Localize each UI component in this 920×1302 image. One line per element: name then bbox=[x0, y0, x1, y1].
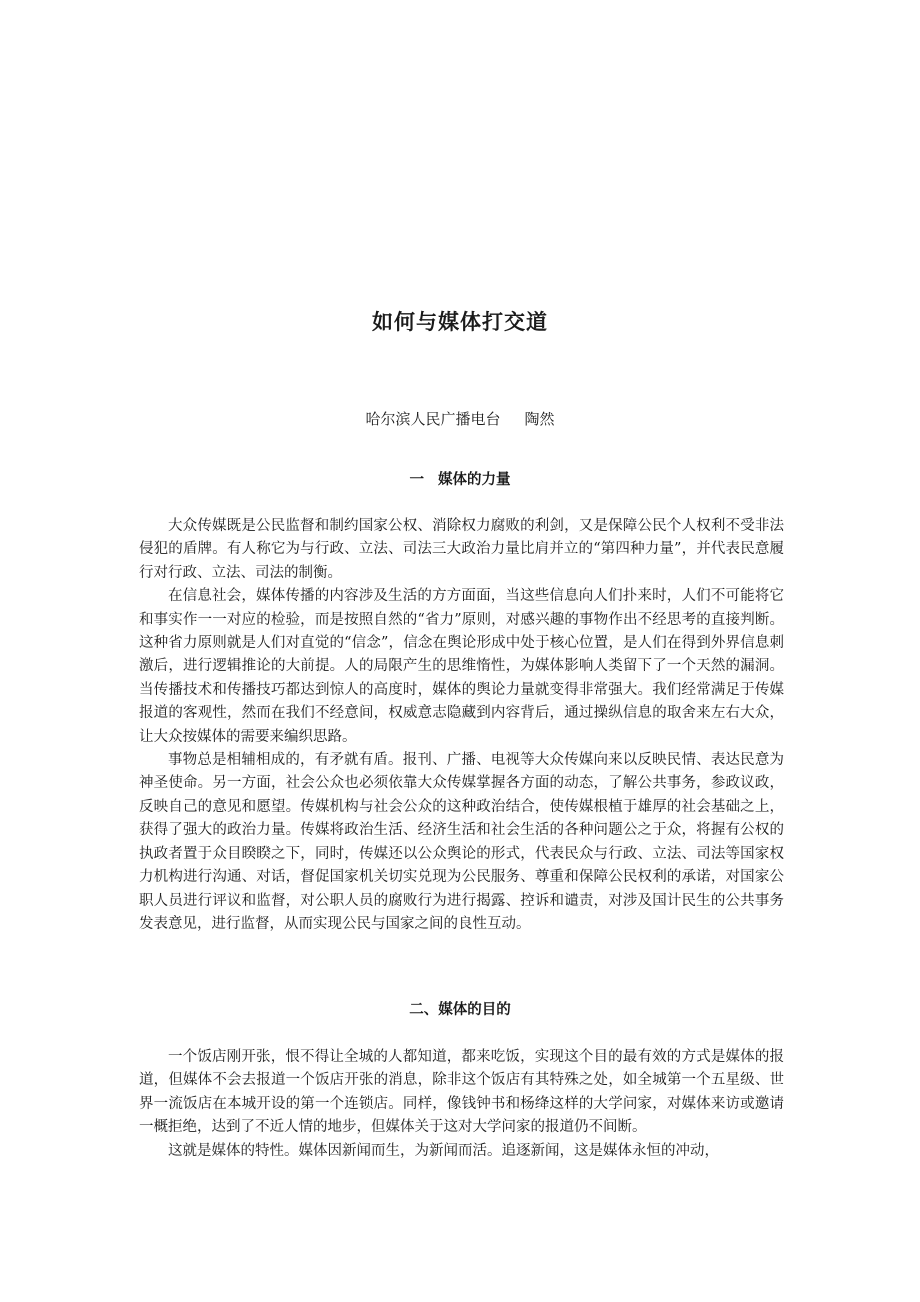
section-body bbox=[139, 1046, 784, 1163]
paragraph: 事物总是相辅相成的，有矛就有盾。报刊、广播、电视等大众传媒向来以反映民情、表达民意为神圣使命。另一方面，社会公众也必须依靠大众传媒掌握各方面的动态，了解公共事务，参政议政，反映自己的意见和愿望。传媒机构与社会公众的这种政治结合，使传媒根植于雄厚的社会基础之上，获得了强大的政治力量。传媒将政治生活、经济生活和社会生活的各种问题公之于众，将握有公权的执政者置于众目睽睽之下，同时，传媒还以公众舆论的形式，代表民众与行政、立法、司法等国家权力机构进行沟通、对话，督促国家机关切实兑现为公民服务、尊重和保障公民权利的承诺，对国家公职人员进行评议和监督，对公职人员的腐败行为进行揭露、控诉和谴责，对涉及国计民生的公共事务发表意见，进行监督，从而实现公民与国家之间的良性互动。 bbox=[139, 752, 784, 932]
paragraph: 在信息社会，媒体传播的内容涉及生活的方方面面，当这些信息向人们扑来时，人们不可能将它和事实作一一对应的检验，而是按照自然的“省力”原则，对感兴趣的事物作出不经思考的直接判断。这种省力原则就是人们对直觉的“信念”，信念在舆论形成中处于核心位置，是人们在得到外界信息刺激后，进行逻辑推论的大前提。人的局限产生的思维惰性，为媒体影响人类留下了一个天然的漏洞。当传播技术和传播技巧都达到惊人的高度时，媒体的舆论力量就变得非常强大。我们经常满足于传媒报道的客观性，然而在我们不经意间，权威意志隐藏到内容背后，通过操纵信息的取舍来左右大众，让大众按媒体的需要来编织思路。 bbox=[139, 588, 784, 745]
author-name: 陶然 bbox=[524, 410, 555, 428]
section-title: 二、媒体的目的 bbox=[409, 1002, 511, 1018]
author-line bbox=[0, 408, 920, 429]
section-heading bbox=[0, 998, 920, 1019]
section-heading bbox=[0, 468, 920, 489]
author-organization: 哈尔滨人民广播电台 bbox=[365, 410, 501, 428]
section-body bbox=[139, 515, 784, 936]
paragraph: 这就是媒体的特性。媒体因新闻而生，为新闻而活。追逐新闻，这是媒体永恒的冲动， bbox=[168, 1142, 719, 1159]
paragraph: 一个饭店刚开张，恨不得让全城的人都知道，都来吃饭，实现这个目的最有效的方式是媒体的报道，但媒体不会去报道一个饭店开张的消息，除非这个饭店有其特殊之处，如全城第一个五星级、世界一流饭店在本城开设的第一个连锁店。同样，像钱钟书和杨绛这样的大学问家，对媒体来访或邀请一概拒绝，达到了不近人情的地步，但媒体关于这对大学问家的报道仍不间断。 bbox=[139, 1049, 784, 1136]
paragraph: 大众传媒既是公民监督和制约国家公权、消除权力腐败的利剑，又是保障公民个人权利不受非法侵犯的盾牌。有人称它为与行政、立法、司法三大政治力量比肩并立的“第四种力量”，并代表民意履行对行政、立法、司法的制衡。 bbox=[139, 518, 784, 581]
document-title: 如何与媒体打交道 bbox=[372, 310, 548, 334]
section-number: 一 bbox=[409, 472, 424, 488]
section-title: 媒体的力量 bbox=[438, 472, 511, 488]
